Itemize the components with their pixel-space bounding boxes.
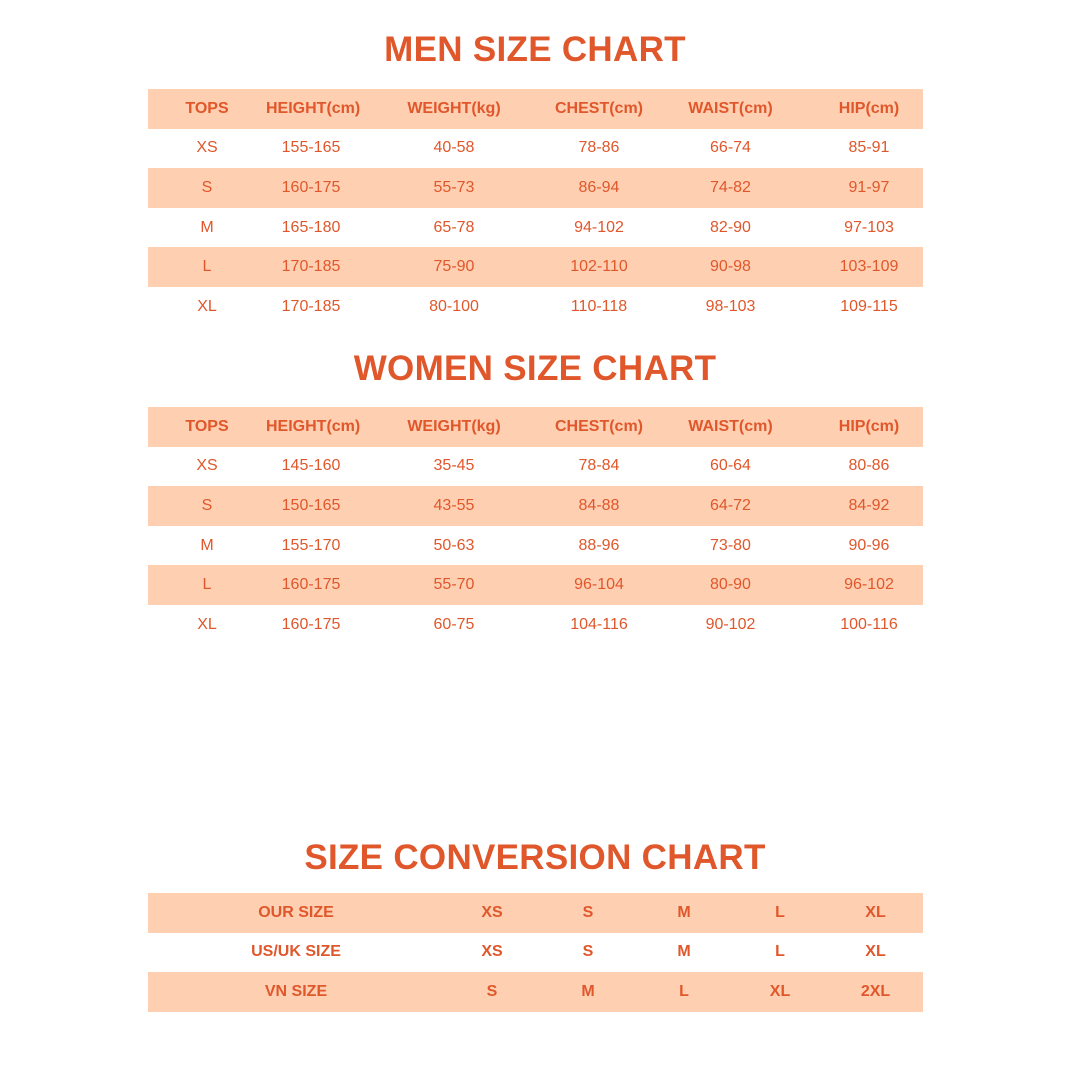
waist-cell: 64-72 bbox=[710, 496, 751, 514]
chest-cell: 78-86 bbox=[578, 139, 620, 157]
hip-cell: 109-115 bbox=[840, 297, 898, 315]
conversion-cell: L bbox=[775, 943, 785, 961]
height-cell: 160-175 bbox=[281, 178, 341, 196]
header-weight: WEIGHT(kg) bbox=[407, 417, 501, 435]
size-cell: M bbox=[200, 218, 214, 236]
men-table-header-row bbox=[148, 89, 923, 129]
table-row bbox=[148, 526, 923, 566]
header-height: HEIGHT(cm) bbox=[266, 417, 361, 435]
waist-cell: 60-64 bbox=[710, 457, 751, 475]
waist-cell: 66-74 bbox=[710, 139, 751, 157]
size-cell: S bbox=[201, 496, 213, 514]
women-size-table bbox=[148, 407, 923, 645]
chest-cell: 104-116 bbox=[570, 615, 628, 633]
size-cell: XL bbox=[197, 297, 217, 315]
height-cell: 160-175 bbox=[281, 615, 341, 633]
height-cell: 145-160 bbox=[281, 457, 341, 475]
size-cell: L bbox=[202, 576, 212, 594]
hip-cell: 90-96 bbox=[848, 536, 890, 554]
waist-cell: 90-98 bbox=[710, 258, 751, 276]
table-row bbox=[148, 168, 923, 208]
height-cell: 155-170 bbox=[281, 536, 341, 554]
height-cell: 170-185 bbox=[281, 258, 341, 276]
table-row bbox=[148, 933, 923, 973]
header-height: HEIGHT(cm) bbox=[266, 99, 361, 117]
header-weight: WEIGHT(kg) bbox=[407, 99, 501, 117]
header-chest: CHEST(cm) bbox=[554, 417, 643, 435]
men-chart-title: MEN SIZE CHART bbox=[384, 30, 686, 69]
header-hip: HIP(cm) bbox=[838, 99, 900, 117]
conversion-cell: M bbox=[677, 943, 691, 961]
men-size-table bbox=[148, 89, 923, 327]
conversion-row-label: VN SIZE bbox=[264, 982, 328, 1000]
weight-cell: 55-70 bbox=[433, 576, 475, 594]
header-hip: HIP(cm) bbox=[838, 417, 900, 435]
chest-cell: 110-118 bbox=[570, 297, 628, 315]
conversion-cell: XL bbox=[769, 982, 791, 1000]
chest-cell: 86-94 bbox=[578, 178, 620, 196]
size-cell: M bbox=[200, 536, 214, 554]
height-cell: 155-165 bbox=[281, 139, 341, 157]
table-row bbox=[148, 447, 923, 487]
waist-cell: 74-82 bbox=[710, 178, 751, 196]
size-cell: L bbox=[202, 258, 212, 276]
conversion-cell: XS bbox=[481, 903, 503, 921]
hip-cell: 97-103 bbox=[844, 218, 894, 236]
size-cell: XL bbox=[197, 615, 217, 633]
conversion-chart-title: SIZE CONVERSION CHART bbox=[304, 838, 766, 877]
chest-cell: 94-102 bbox=[574, 218, 624, 236]
size-conversion-table bbox=[148, 893, 923, 1012]
height-cell: 150-165 bbox=[281, 496, 341, 514]
conversion-cell: XL bbox=[865, 903, 886, 921]
hip-cell: 96-102 bbox=[844, 576, 894, 594]
conversion-cell: M bbox=[677, 903, 691, 921]
hip-cell: 91-97 bbox=[848, 178, 890, 196]
weight-cell: 40-58 bbox=[433, 139, 475, 157]
conversion-cell: XL bbox=[865, 943, 886, 961]
weight-cell: 55-73 bbox=[433, 178, 475, 196]
size-cell: S bbox=[201, 178, 213, 196]
header-chest: CHEST(cm) bbox=[554, 99, 643, 117]
size-cell: XS bbox=[196, 139, 218, 157]
hip-cell: 103-109 bbox=[839, 258, 899, 276]
hip-cell: 85-91 bbox=[848, 139, 890, 157]
weight-cell: 35-45 bbox=[433, 457, 475, 475]
weight-cell: 50-63 bbox=[433, 536, 475, 554]
chest-cell: 88-96 bbox=[578, 536, 620, 554]
weight-cell: 65-78 bbox=[433, 218, 475, 236]
table-row bbox=[148, 565, 923, 605]
waist-cell: 80-90 bbox=[710, 576, 751, 594]
hip-cell: 100-116 bbox=[840, 615, 898, 633]
height-cell: 170-185 bbox=[281, 297, 341, 315]
table-row bbox=[148, 287, 923, 327]
table-row bbox=[148, 208, 923, 248]
conversion-cell: 2XL bbox=[860, 982, 891, 1000]
header-waist: WAIST(cm) bbox=[688, 99, 773, 117]
weight-cell: 43-55 bbox=[433, 496, 475, 514]
height-cell: 160-175 bbox=[281, 576, 341, 594]
conversion-cell: S bbox=[582, 943, 594, 961]
weight-cell: 60-75 bbox=[433, 615, 475, 633]
women-chart-title: WOMEN SIZE CHART bbox=[353, 349, 717, 388]
table-row bbox=[148, 247, 923, 287]
table-row bbox=[148, 486, 923, 526]
conversion-cell: S bbox=[582, 903, 594, 921]
conversion-row-label: OUR SIZE bbox=[258, 903, 334, 921]
table-row bbox=[148, 972, 923, 1012]
conversion-cell: L bbox=[775, 903, 785, 921]
table-row bbox=[148, 129, 923, 169]
conversion-cell: XS bbox=[481, 943, 503, 961]
waist-cell: 73-80 bbox=[710, 536, 751, 554]
conversion-row-label: US/UK SIZE bbox=[251, 943, 341, 961]
height-cell: 165-180 bbox=[281, 218, 341, 236]
waist-cell: 90-102 bbox=[705, 615, 756, 633]
header-tops: TOPS bbox=[185, 99, 229, 117]
table-row bbox=[148, 893, 923, 933]
chest-cell: 84-88 bbox=[578, 496, 620, 514]
hip-cell: 84-92 bbox=[848, 496, 890, 514]
waist-cell: 82-90 bbox=[710, 218, 751, 236]
conversion-cell: L bbox=[679, 982, 689, 1000]
size-cell: XS bbox=[196, 457, 218, 475]
chest-cell: 96-104 bbox=[574, 576, 624, 594]
header-tops: TOPS bbox=[185, 417, 229, 435]
table-row bbox=[148, 605, 923, 645]
conversion-cell: S bbox=[486, 982, 498, 1000]
weight-cell: 75-90 bbox=[433, 258, 475, 276]
chest-cell: 78-84 bbox=[578, 457, 620, 475]
weight-cell: 80-100 bbox=[429, 297, 479, 315]
chest-cell: 102-110 bbox=[570, 258, 628, 276]
women-table-header-row bbox=[148, 407, 923, 447]
hip-cell: 80-86 bbox=[848, 457, 890, 475]
waist-cell: 98-103 bbox=[705, 297, 756, 315]
conversion-cell: M bbox=[581, 982, 595, 1000]
header-waist: WAIST(cm) bbox=[688, 417, 773, 435]
